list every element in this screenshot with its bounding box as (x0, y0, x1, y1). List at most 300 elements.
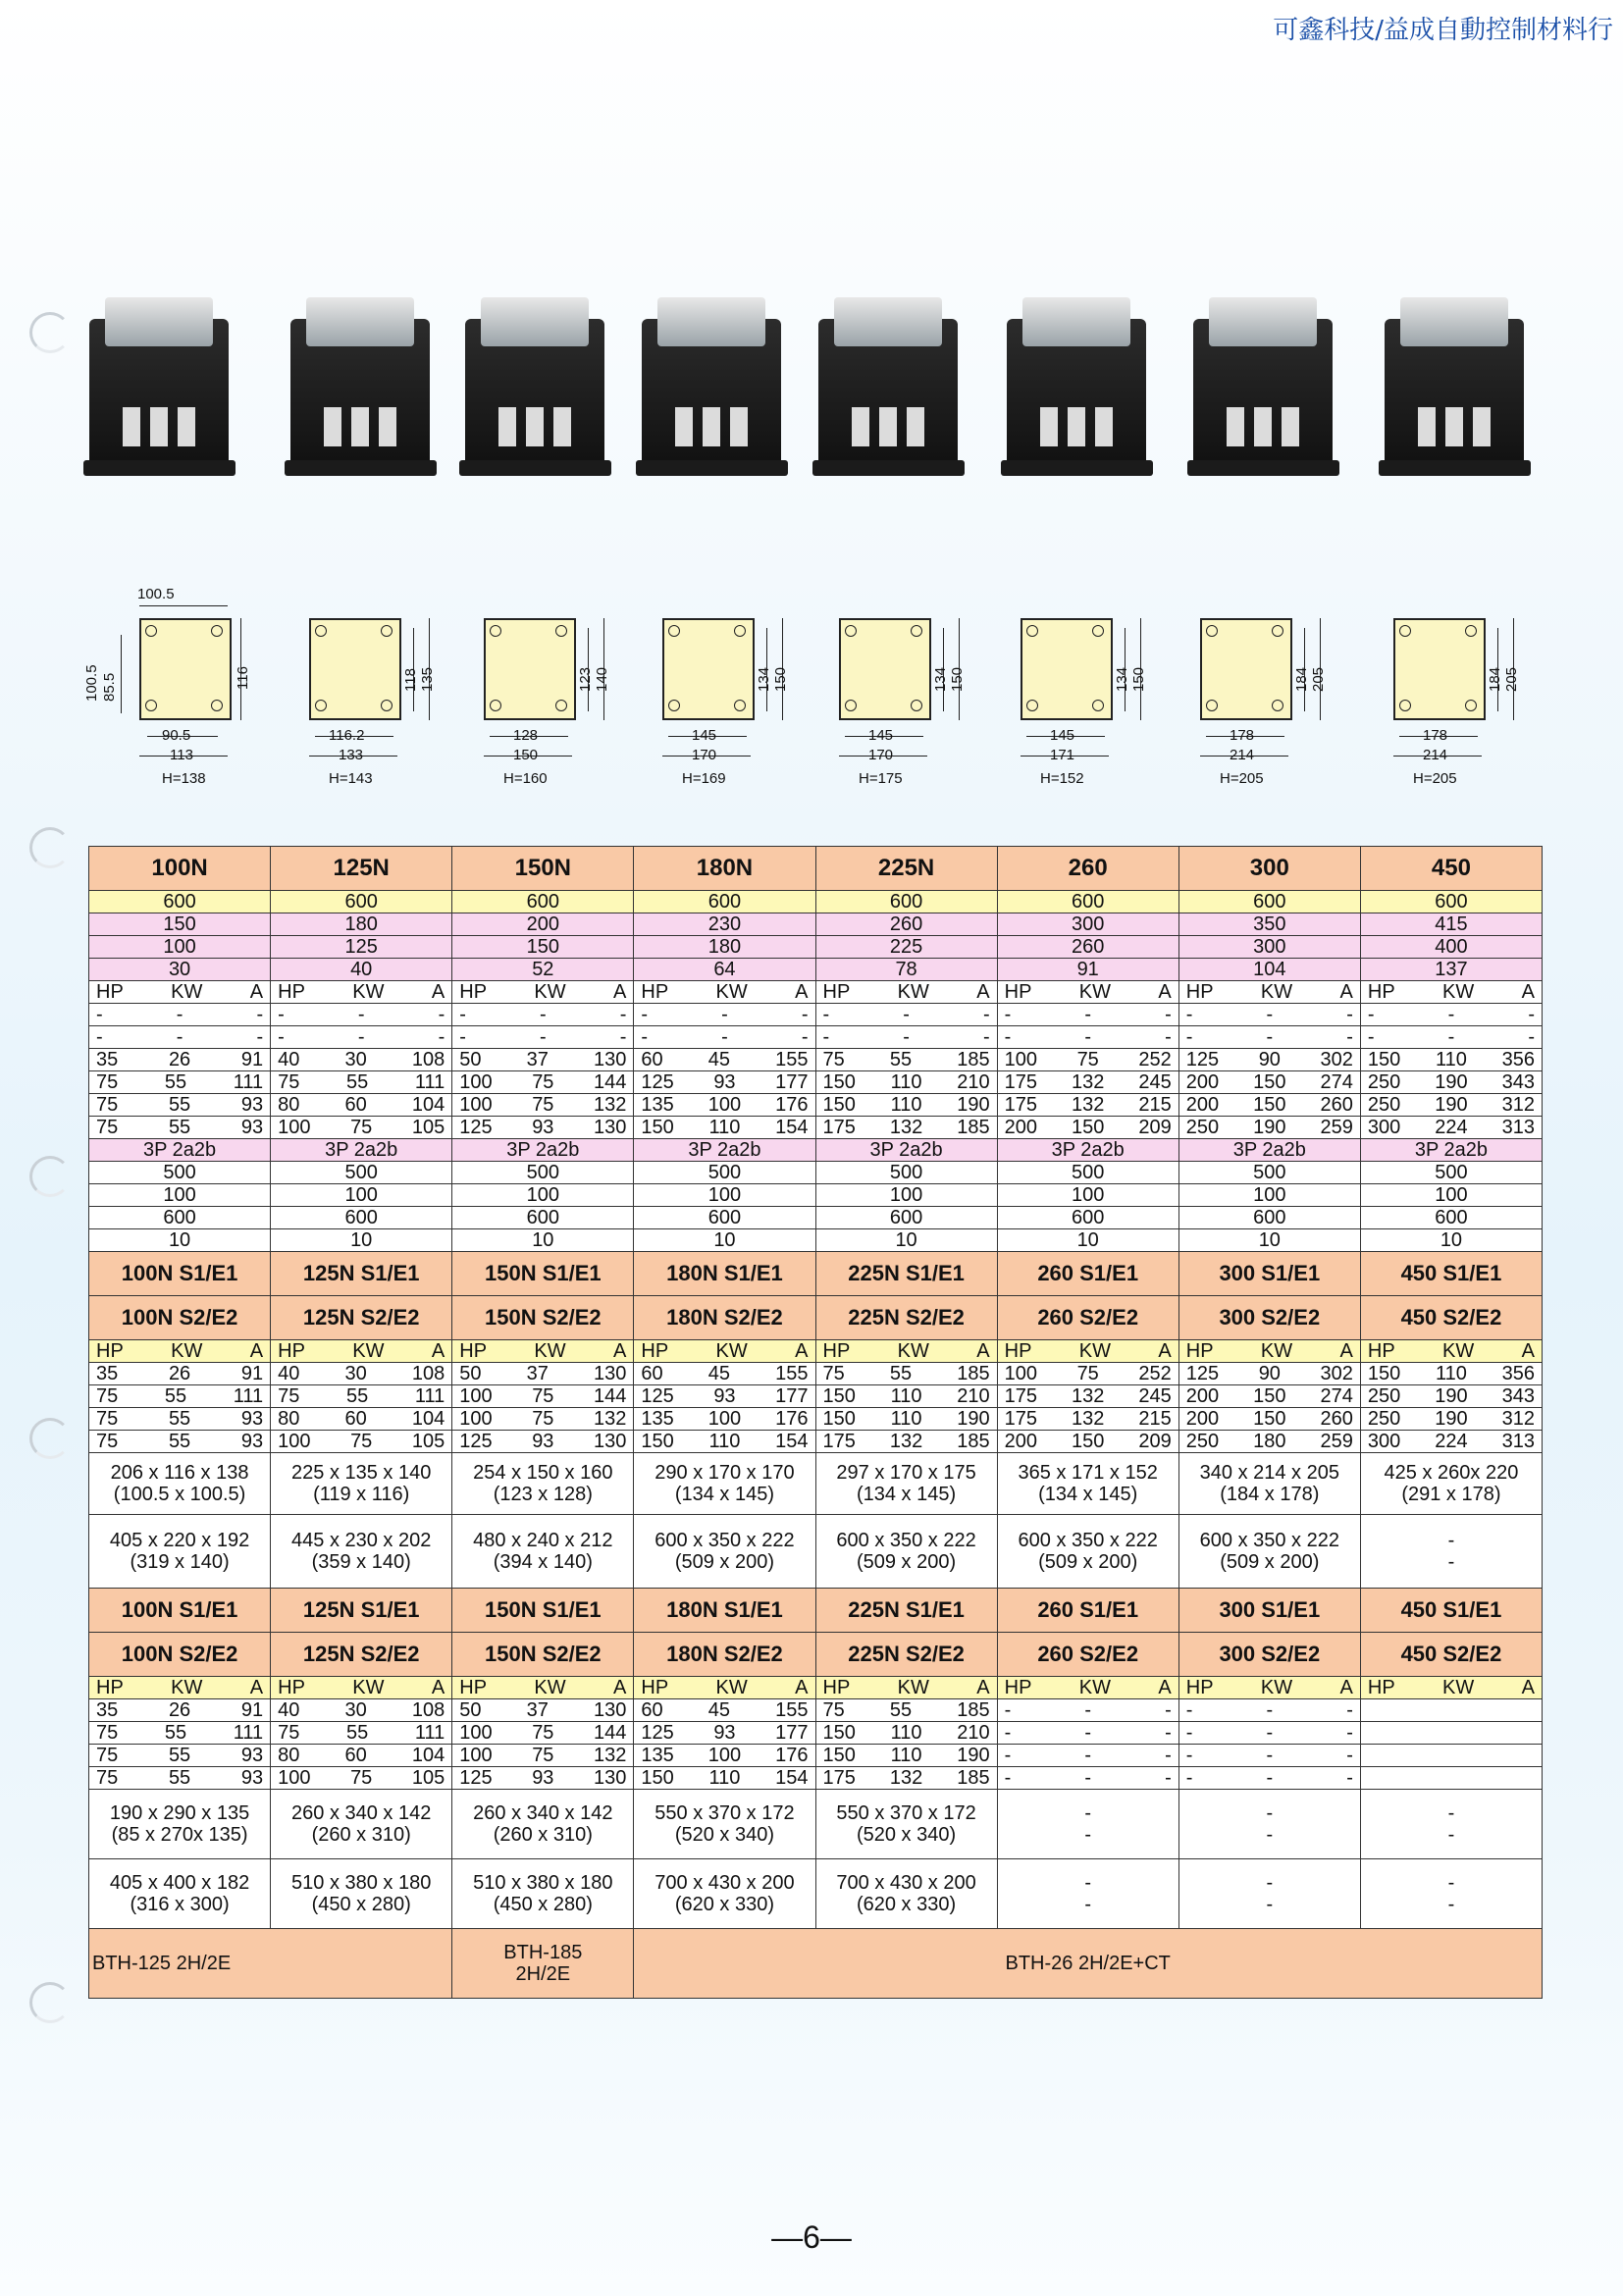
table-value: 45 (707, 1049, 730, 1070)
aux-value: 100 (997, 1184, 1178, 1207)
table-value: 155 (775, 1363, 809, 1384)
hp-kw-a-cell (634, 1071, 815, 1094)
table-value: 55 (168, 1117, 191, 1138)
drawing-h-outer-label: 150 (1130, 666, 1147, 692)
drawing-h-outer-label: 205 (1310, 666, 1327, 692)
model-s2e2: 225N S2/E2 (815, 1633, 997, 1677)
dimension-line: (520 x 340) (856, 1824, 957, 1846)
table-value: - (1004, 1745, 1012, 1766)
table-value: 132 (594, 1408, 627, 1430)
table-value: 35 (96, 1049, 119, 1070)
hp-kw-a-header (452, 1677, 634, 1699)
rated-current: 180 (634, 936, 815, 959)
dimension-line: 510 x 380 x 180 (291, 1872, 432, 1894)
aux-value: 100 (1360, 1184, 1542, 1207)
hp-kw-a-header (89, 1340, 271, 1363)
rated-current: 150 (452, 936, 634, 959)
rated-current: 137 (1360, 959, 1542, 981)
column-label: HP (822, 1677, 851, 1698)
hp-kw-a-cell (452, 1094, 634, 1117)
rated-current: 91 (997, 959, 1178, 981)
hp-kw-a-cell (89, 1049, 271, 1071)
table-value: - (1084, 1699, 1092, 1721)
model-s2e2: 150N S2/E2 (452, 1296, 634, 1340)
hp-kw-a-cell (815, 1431, 997, 1453)
model-s2e2: 150N S2/E2 (452, 1633, 634, 1677)
table-value: 250 (1185, 1431, 1220, 1452)
column-label: HP (96, 1677, 124, 1698)
table-value: 132 (1072, 1385, 1105, 1407)
dash: - (96, 1026, 103, 1048)
rated-current: 52 (452, 959, 634, 981)
table-value: 55 (164, 1385, 187, 1407)
aux-value: 600 (634, 1207, 815, 1229)
table-value: 105 (411, 1117, 445, 1138)
model-s2e2: 100N S2/E2 (89, 1296, 271, 1340)
product-photo-180n (636, 280, 788, 476)
table-value: 150 (822, 1071, 856, 1093)
hp-kw-a-cell (452, 1431, 634, 1453)
dash: - (1084, 1026, 1092, 1048)
aux-value: 100 (1178, 1184, 1360, 1207)
column-label: KW (897, 1677, 929, 1698)
table-value: 45 (707, 1699, 730, 1721)
empty-cell (1360, 1722, 1542, 1745)
column-label: HP (641, 1340, 669, 1362)
drawing-bottom-b-label: 214 (1423, 747, 1448, 763)
dimension-cell (1178, 1515, 1360, 1589)
table-value: 175 (822, 1767, 856, 1789)
column-label: KW (1442, 1340, 1475, 1362)
hp-kw-a-cell (452, 1385, 634, 1408)
table-value: 100 (1004, 1049, 1037, 1070)
table-value: 175 (822, 1431, 856, 1452)
dash: - (1185, 1004, 1193, 1025)
table-value: 132 (889, 1767, 923, 1789)
dash: - (1367, 1026, 1375, 1048)
dash: - (438, 1004, 445, 1025)
hp-kw-a-cell (997, 1071, 1178, 1094)
column-label: KW (171, 1340, 203, 1362)
hp-kw-a-cell (89, 1767, 271, 1790)
hp-kw-a-cell (997, 1117, 1178, 1139)
model-s1e1: 300 S1/E1 (1178, 1589, 1360, 1633)
table-value: 185 (957, 1767, 990, 1789)
aux-value: 10 (452, 1229, 634, 1252)
hp-kw-a-cell (815, 1094, 997, 1117)
dimension-line: (85 x 270x 135) (111, 1824, 248, 1846)
aux-value: 500 (271, 1162, 452, 1184)
table-value: 130 (594, 1767, 627, 1789)
table-value: 91 (240, 1049, 264, 1070)
aux-value: 100 (815, 1184, 997, 1207)
table-value: 125 (641, 1071, 674, 1093)
table-value: 75 (532, 1071, 554, 1093)
model-s1e1: 450 S1/E1 (1360, 1589, 1542, 1633)
table-value: 175 (1004, 1408, 1037, 1430)
column-label: A (431, 981, 445, 1003)
table-value: 75 (96, 1408, 119, 1430)
aux-value: 100 (89, 1184, 271, 1207)
column-label: KW (715, 1677, 748, 1698)
column-label: KW (897, 1340, 929, 1362)
table-value: 93 (240, 1094, 264, 1116)
aux-value: 500 (634, 1162, 815, 1184)
dimension-cell (452, 1859, 634, 1929)
drawing-bottom-b-label: 171 (1050, 747, 1075, 763)
model-s2e2: 180N S2/E2 (634, 1633, 815, 1677)
table-value: 185 (957, 1363, 990, 1384)
column-label: KW (1260, 1677, 1293, 1698)
table-value: 125 (459, 1431, 493, 1452)
table-value: 55 (345, 1385, 369, 1407)
table-value: 356 (1501, 1363, 1535, 1384)
table-value: 75 (350, 1431, 373, 1452)
table-value: 108 (411, 1049, 445, 1070)
dash-cell (271, 1026, 452, 1049)
table-value: 55 (164, 1722, 187, 1744)
dimension-line: (359 x 140) (311, 1551, 411, 1573)
dash-cell (634, 1026, 815, 1049)
column-label: HP (278, 1677, 305, 1698)
table-value: 135 (641, 1408, 674, 1430)
dimension-line: 510 x 380 x 180 (473, 1872, 613, 1894)
column-label: A (976, 1677, 990, 1698)
aux-contacts: 3P 2a2b (1178, 1139, 1360, 1162)
hp-kw-a-cell (815, 1767, 997, 1790)
table-value: 30 (344, 1049, 367, 1070)
dash-cell (1178, 1026, 1360, 1049)
model-s2e2: 225N S2/E2 (815, 1296, 997, 1340)
rated-current: 200 (452, 913, 634, 936)
table-value: 185 (957, 1431, 990, 1452)
table-value: 200 (1185, 1071, 1220, 1093)
table-value: 200 (1185, 1408, 1220, 1430)
rated-voltage: 600 (997, 891, 1178, 913)
product-photo-150n (459, 280, 611, 476)
dimension-line: (119 x 116) (313, 1484, 410, 1505)
table-value: - (1266, 1745, 1274, 1766)
table-value: 30 (344, 1699, 367, 1721)
table-value: 55 (889, 1363, 913, 1384)
model-s2e2: 300 S2/E2 (1178, 1296, 1360, 1340)
table-value: 110 (890, 1071, 922, 1093)
model-s2e2: 260 S2/E2 (997, 1633, 1178, 1677)
table-value: - (1266, 1767, 1274, 1789)
table-value: 144 (594, 1385, 627, 1407)
table-value: 30 (344, 1363, 367, 1384)
table-value: 100 (707, 1094, 742, 1116)
drawing-h-inner-label: 134 (932, 666, 949, 692)
table-value: 209 (1138, 1117, 1172, 1138)
drawing-height-label: H=160 (503, 770, 548, 787)
table-value: 100 (707, 1408, 742, 1430)
aux-value: 10 (1178, 1229, 1360, 1252)
column-label: A (1158, 1340, 1172, 1362)
model-s1e1: 260 S1/E1 (997, 1589, 1178, 1633)
table-value: 80 (278, 1408, 300, 1430)
hp-kw-a-cell (1178, 1363, 1360, 1385)
table-value: 75 (532, 1385, 554, 1407)
column-label: HP (278, 981, 305, 1003)
drawing-h-outer-label: 116 (235, 666, 251, 690)
table-value: - (1185, 1722, 1193, 1744)
table-value: - (1346, 1767, 1353, 1789)
table-value: 224 (1435, 1117, 1468, 1138)
dimension-cell (815, 1453, 997, 1515)
dimension-cell (997, 1859, 1178, 1929)
hp-kw-a-cell (1360, 1408, 1542, 1431)
dash: - (1528, 1026, 1535, 1048)
model-s2e2: 450 S2/E2 (1360, 1633, 1542, 1677)
hp-kw-a-header (634, 1340, 815, 1363)
table-value: 185 (957, 1699, 990, 1721)
dimension-cell (997, 1453, 1178, 1515)
table-value: 100 (1004, 1363, 1037, 1384)
dimension-cell (1360, 1859, 1542, 1929)
table-value: 55 (889, 1699, 913, 1721)
dimension-line: (134 x 145) (856, 1484, 957, 1505)
table-value: 176 (775, 1094, 809, 1116)
column-label: A (976, 1340, 990, 1362)
dimension-cell (997, 1515, 1178, 1589)
dimension-line: 700 x 430 x 200 (654, 1872, 795, 1894)
hp-kw-a-cell (271, 1722, 452, 1745)
aux-value: 10 (1360, 1229, 1542, 1252)
dimension-cell (89, 1515, 271, 1589)
hp-kw-a-cell (634, 1745, 815, 1767)
table-value: 55 (345, 1722, 369, 1744)
hp-kw-a-header (1178, 1340, 1360, 1363)
table-value: 175 (822, 1117, 856, 1138)
table-value: 250 (1367, 1385, 1401, 1407)
hp-kw-a-cell (1360, 1385, 1542, 1408)
rated-voltage: 600 (452, 891, 634, 913)
binder-ring-3 (29, 1156, 71, 1197)
table-value: 110 (890, 1722, 922, 1744)
model-header-100n: 100N (89, 847, 271, 891)
column-label: HP (641, 1677, 669, 1698)
table-value: 26 (168, 1363, 191, 1384)
table-value: 132 (1072, 1408, 1105, 1430)
column-label: HP (96, 981, 124, 1003)
table-value: 209 (1138, 1431, 1172, 1452)
aux-value: 100 (634, 1184, 815, 1207)
table-value: 132 (1072, 1071, 1105, 1093)
dash: - (1346, 1026, 1353, 1048)
table-value: 37 (526, 1699, 549, 1721)
footer-accessory-2 (452, 1929, 634, 1999)
aux-contacts: 3P 2a2b (452, 1139, 634, 1162)
table-value: 75 (532, 1745, 554, 1766)
hp-kw-a-cell (634, 1408, 815, 1431)
hp-kw-a-cell (815, 1408, 997, 1431)
dimension-cell (271, 1859, 452, 1929)
dimension-cell (89, 1859, 271, 1929)
table-value: 125 (459, 1117, 493, 1138)
table-value: 190 (957, 1745, 990, 1766)
dash: - (256, 1004, 264, 1025)
table-value: 150 (822, 1385, 856, 1407)
rated-current: 230 (634, 913, 815, 936)
column-label: A (613, 1340, 627, 1362)
column-label: KW (1260, 1340, 1293, 1362)
dimension-line: (260 x 310) (493, 1824, 593, 1846)
drawing-h-outer-label: 150 (949, 666, 966, 692)
aux-contacts: 3P 2a2b (997, 1139, 1178, 1162)
footer-line: BTH-185 (503, 1942, 583, 1963)
table-value: 111 (414, 1385, 445, 1407)
dash: - (1528, 1004, 1535, 1025)
column-label: A (249, 1677, 264, 1698)
model-s2e2: 450 S2/E2 (1360, 1296, 1542, 1340)
dash: - (256, 1026, 264, 1048)
dimension-line: (100.5 x 100.5) (113, 1484, 246, 1505)
hp-kw-a-cell (89, 1699, 271, 1722)
dimension-line: 297 x 170 x 175 (836, 1462, 976, 1484)
hp-kw-a-cell (89, 1408, 271, 1431)
hp-kw-a-cell (815, 1049, 997, 1071)
dimension-line: 445 x 230 x 202 (291, 1530, 432, 1551)
binder-ring-1 (29, 312, 71, 353)
dimension-line: (316 x 300) (130, 1894, 230, 1915)
hp-kw-a-cell (1178, 1767, 1360, 1790)
model-s2e2: 180N S2/E2 (634, 1296, 815, 1340)
table-value: 150 (1072, 1431, 1105, 1452)
hp-kw-a-header (997, 1677, 1178, 1699)
dimension-line: (620 x 330) (674, 1894, 775, 1915)
table-value: 150 (1253, 1408, 1286, 1430)
dimension-line: (260 x 310) (311, 1824, 411, 1846)
hp-kw-a-cell (1178, 1117, 1360, 1139)
hp-kw-a-cell (997, 1722, 1178, 1745)
hp-kw-a-cell (271, 1094, 452, 1117)
table-value: 132 (889, 1431, 923, 1452)
dimension-line: - (1084, 1872, 1092, 1894)
table-value: 190 (1435, 1071, 1468, 1093)
table-value: 110 (890, 1094, 922, 1116)
hp-kw-a-cell (452, 1071, 634, 1094)
table-value: 80 (278, 1745, 300, 1766)
dash-cell (1178, 1004, 1360, 1026)
table-value: 190 (1253, 1117, 1286, 1138)
hp-kw-a-cell (634, 1385, 815, 1408)
column-label: A (1339, 1677, 1353, 1698)
dash: - (721, 1004, 728, 1025)
hp-kw-a-cell (452, 1767, 634, 1790)
table-value: 125 (459, 1767, 493, 1789)
table-value: 312 (1501, 1408, 1535, 1430)
table-value: 100 (459, 1094, 493, 1116)
table-value: 111 (233, 1385, 264, 1407)
table-value: 93 (240, 1745, 264, 1766)
table-value: - (1346, 1699, 1353, 1721)
drawing-h-inner-label: 118 (402, 668, 419, 692)
table-value: 60 (641, 1363, 663, 1384)
hp-kw-a-header (452, 1340, 634, 1363)
hp-kw-a-cell (815, 1363, 997, 1385)
column-label: A (795, 1677, 809, 1698)
dash-cell (815, 1026, 997, 1049)
drawing-height-label: H=138 (162, 770, 206, 787)
dimension-line: 206 x 116 x 138 (110, 1462, 249, 1484)
dash: - (822, 1026, 830, 1048)
hp-kw-a-cell (815, 1117, 997, 1139)
hp-kw-a-cell (452, 1699, 634, 1722)
table-value: 91 (240, 1363, 264, 1384)
table-value: 55 (168, 1431, 191, 1452)
table-value: 190 (1435, 1385, 1468, 1407)
table-value: 104 (411, 1094, 445, 1116)
hp-kw-a-cell (1360, 1117, 1542, 1139)
table-value: 75 (96, 1722, 119, 1744)
column-label: A (1158, 981, 1172, 1003)
table-value: 55 (345, 1071, 369, 1093)
table-value: 150 (1367, 1363, 1401, 1384)
table-value: 343 (1501, 1385, 1535, 1407)
rated-current: 100 (89, 936, 271, 959)
dash-cell (271, 1004, 452, 1026)
table-value: 60 (344, 1408, 367, 1430)
rated-current: 30 (89, 959, 271, 981)
table-value: - (1004, 1722, 1012, 1744)
table-value: 154 (775, 1117, 809, 1138)
table-value: 125 (641, 1722, 674, 1744)
table-value: 110 (890, 1385, 922, 1407)
dimension-line: (450 x 280) (493, 1894, 593, 1915)
hp-kw-a-cell (997, 1363, 1178, 1385)
aux-value: 10 (997, 1229, 1178, 1252)
rated-voltage: 600 (271, 891, 452, 913)
hp-kw-a-header (1360, 981, 1542, 1004)
hp-kw-a-cell (1360, 1094, 1542, 1117)
model-header-180n: 180N (634, 847, 815, 891)
column-label: A (1521, 1340, 1535, 1362)
table-value: 93 (532, 1767, 554, 1789)
table-value: - (1084, 1745, 1092, 1766)
drawing-height-label: H=169 (682, 770, 726, 787)
dimension-line: - (1084, 1802, 1092, 1824)
dimension-line: - (1266, 1802, 1274, 1824)
table-value: 150 (822, 1094, 856, 1116)
table-value: 75 (96, 1431, 119, 1452)
dimension-drawings (74, 584, 1575, 800)
hp-kw-a-cell (815, 1385, 997, 1408)
column-label: A (1339, 981, 1353, 1003)
drawing-h-outer-label: 140 (594, 666, 610, 692)
dash: - (1346, 1004, 1353, 1025)
table-value: 93 (240, 1431, 264, 1452)
table-value: 50 (459, 1363, 482, 1384)
hp-kw-a-cell (997, 1745, 1178, 1767)
drawing-bottom-b-label: 133 (339, 747, 364, 763)
dimension-cell (815, 1859, 997, 1929)
column-label: KW (715, 981, 748, 1003)
model-header-450: 450 (1360, 847, 1542, 891)
dimension-cell (815, 1515, 997, 1589)
rated-current: 300 (1178, 936, 1360, 959)
product-photo-260 (1001, 280, 1153, 476)
hp-kw-a-cell (89, 1094, 271, 1117)
dash: - (801, 1004, 809, 1025)
hp-kw-a-cell (271, 1431, 452, 1453)
table-value: 93 (532, 1431, 554, 1452)
table-value: 250 (1185, 1117, 1220, 1138)
table-value: 93 (240, 1117, 264, 1138)
dimension-line: (134 x 145) (674, 1484, 775, 1505)
column-label: HP (1004, 981, 1032, 1003)
dash: - (1004, 1004, 1012, 1025)
